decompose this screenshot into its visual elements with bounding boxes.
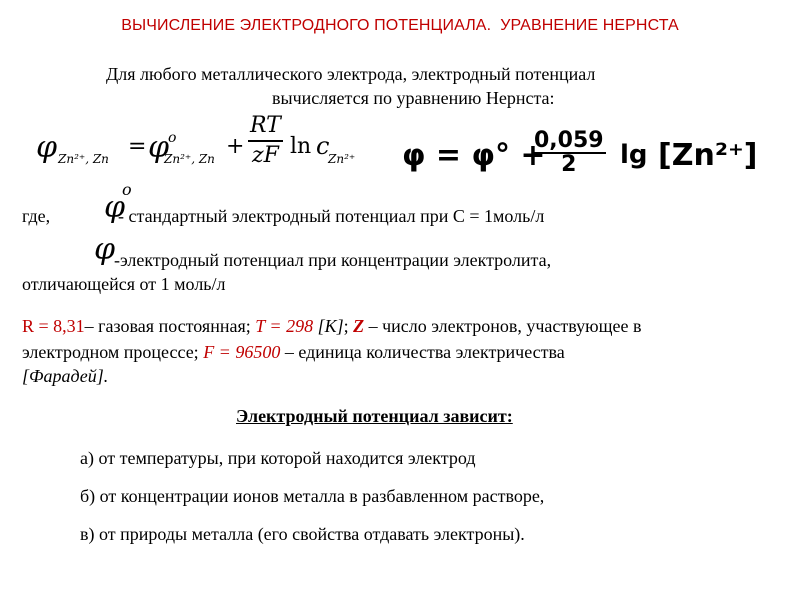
intro-line-2: вычисляется по уравнению Нернста: — [272, 88, 555, 108]
separator: ; — [343, 316, 354, 336]
phi-standard-definition: - стандартный электродный потенциал при С = 1моль/л — [118, 206, 545, 226]
ln-function: ln — [290, 134, 312, 159]
depends-item-temperature: а) от температуры, при которой находится электрод — [80, 448, 476, 468]
depends-item-concentration: б) от концентрации ионов металла в разбавленном растворе, — [80, 486, 545, 506]
phi-definition-line-2: отличающейся от 1 моль/л — [22, 274, 226, 294]
fraction-numerator: RT — [250, 113, 281, 138]
phi-definition-line-1: -электродный потенциал при концентрации электролита, — [114, 250, 552, 270]
fraction-denominator: zF — [248, 140, 283, 170]
phi-standard-symbol: φ — [148, 130, 170, 165]
where-label: где, — [22, 206, 51, 226]
t-constant: T = 298 — [255, 316, 314, 336]
f-constant: F = 96500 — [203, 342, 281, 362]
phi-subscript: Zn²⁺, Zn — [58, 152, 109, 166]
zn-concentration-bracket: [Zn²⁺] — [658, 138, 758, 173]
phi-def-symbol: φ — [94, 232, 116, 267]
phi-standard-superscript: o — [168, 130, 177, 146]
concentration-symbol: c — [316, 132, 330, 160]
r-description: – газовая постоянная; — [84, 316, 256, 336]
phi-standard-def-superscript: o — [122, 180, 132, 199]
z-symbol: Z — [353, 316, 365, 336]
z-description: – число электронов, участвующее в — [364, 316, 642, 336]
phi-symbol: φ — [36, 130, 58, 165]
nernst-formula-left — [36, 112, 376, 182]
phi-standard-subscript: Zn²⁺, Zn — [164, 152, 215, 166]
depends-heading: Электродный потенциал зависит: — [236, 406, 513, 426]
plus-sign: + — [226, 134, 245, 159]
electrode-process-text: электродном процессе; — [22, 342, 204, 362]
rt-over-zf-fraction — [248, 112, 283, 170]
f-description: – единица количества электричества — [280, 342, 565, 362]
formula-right-numerator: 0,059 — [534, 128, 604, 153]
constants-line-2 — [22, 340, 565, 364]
formula-right-lhs: φ = φ° + — [402, 138, 546, 173]
depends-item-metal-nature: в) от природы металла (его свойства отдавать электроны). — [80, 524, 525, 544]
equals-sign: = — [128, 134, 147, 159]
formula-right-fraction — [532, 130, 606, 176]
phi-standard-def-symbol: φ — [104, 190, 126, 225]
concentration-subscript: Zn²⁺ — [328, 152, 356, 166]
formula-right-denominator: 2 — [532, 152, 606, 176]
t-unit: [K] — [313, 316, 344, 336]
constants-line-3: [Фарадей]. — [22, 366, 109, 386]
intro-line-1: Для любого металлического электрода, электродный потенциал — [106, 64, 596, 84]
constants-line-1 — [22, 314, 641, 338]
r-constant: R = 8,31 — [22, 316, 85, 336]
lg-function: lg — [620, 140, 648, 170]
page-title: ВЫЧИСЛЕНИЕ ЭЛЕКТРОДНОГО ПОТЕНЦИАЛА. УРАВНЕНИЕ НЕРНСТА — [121, 17, 679, 34]
